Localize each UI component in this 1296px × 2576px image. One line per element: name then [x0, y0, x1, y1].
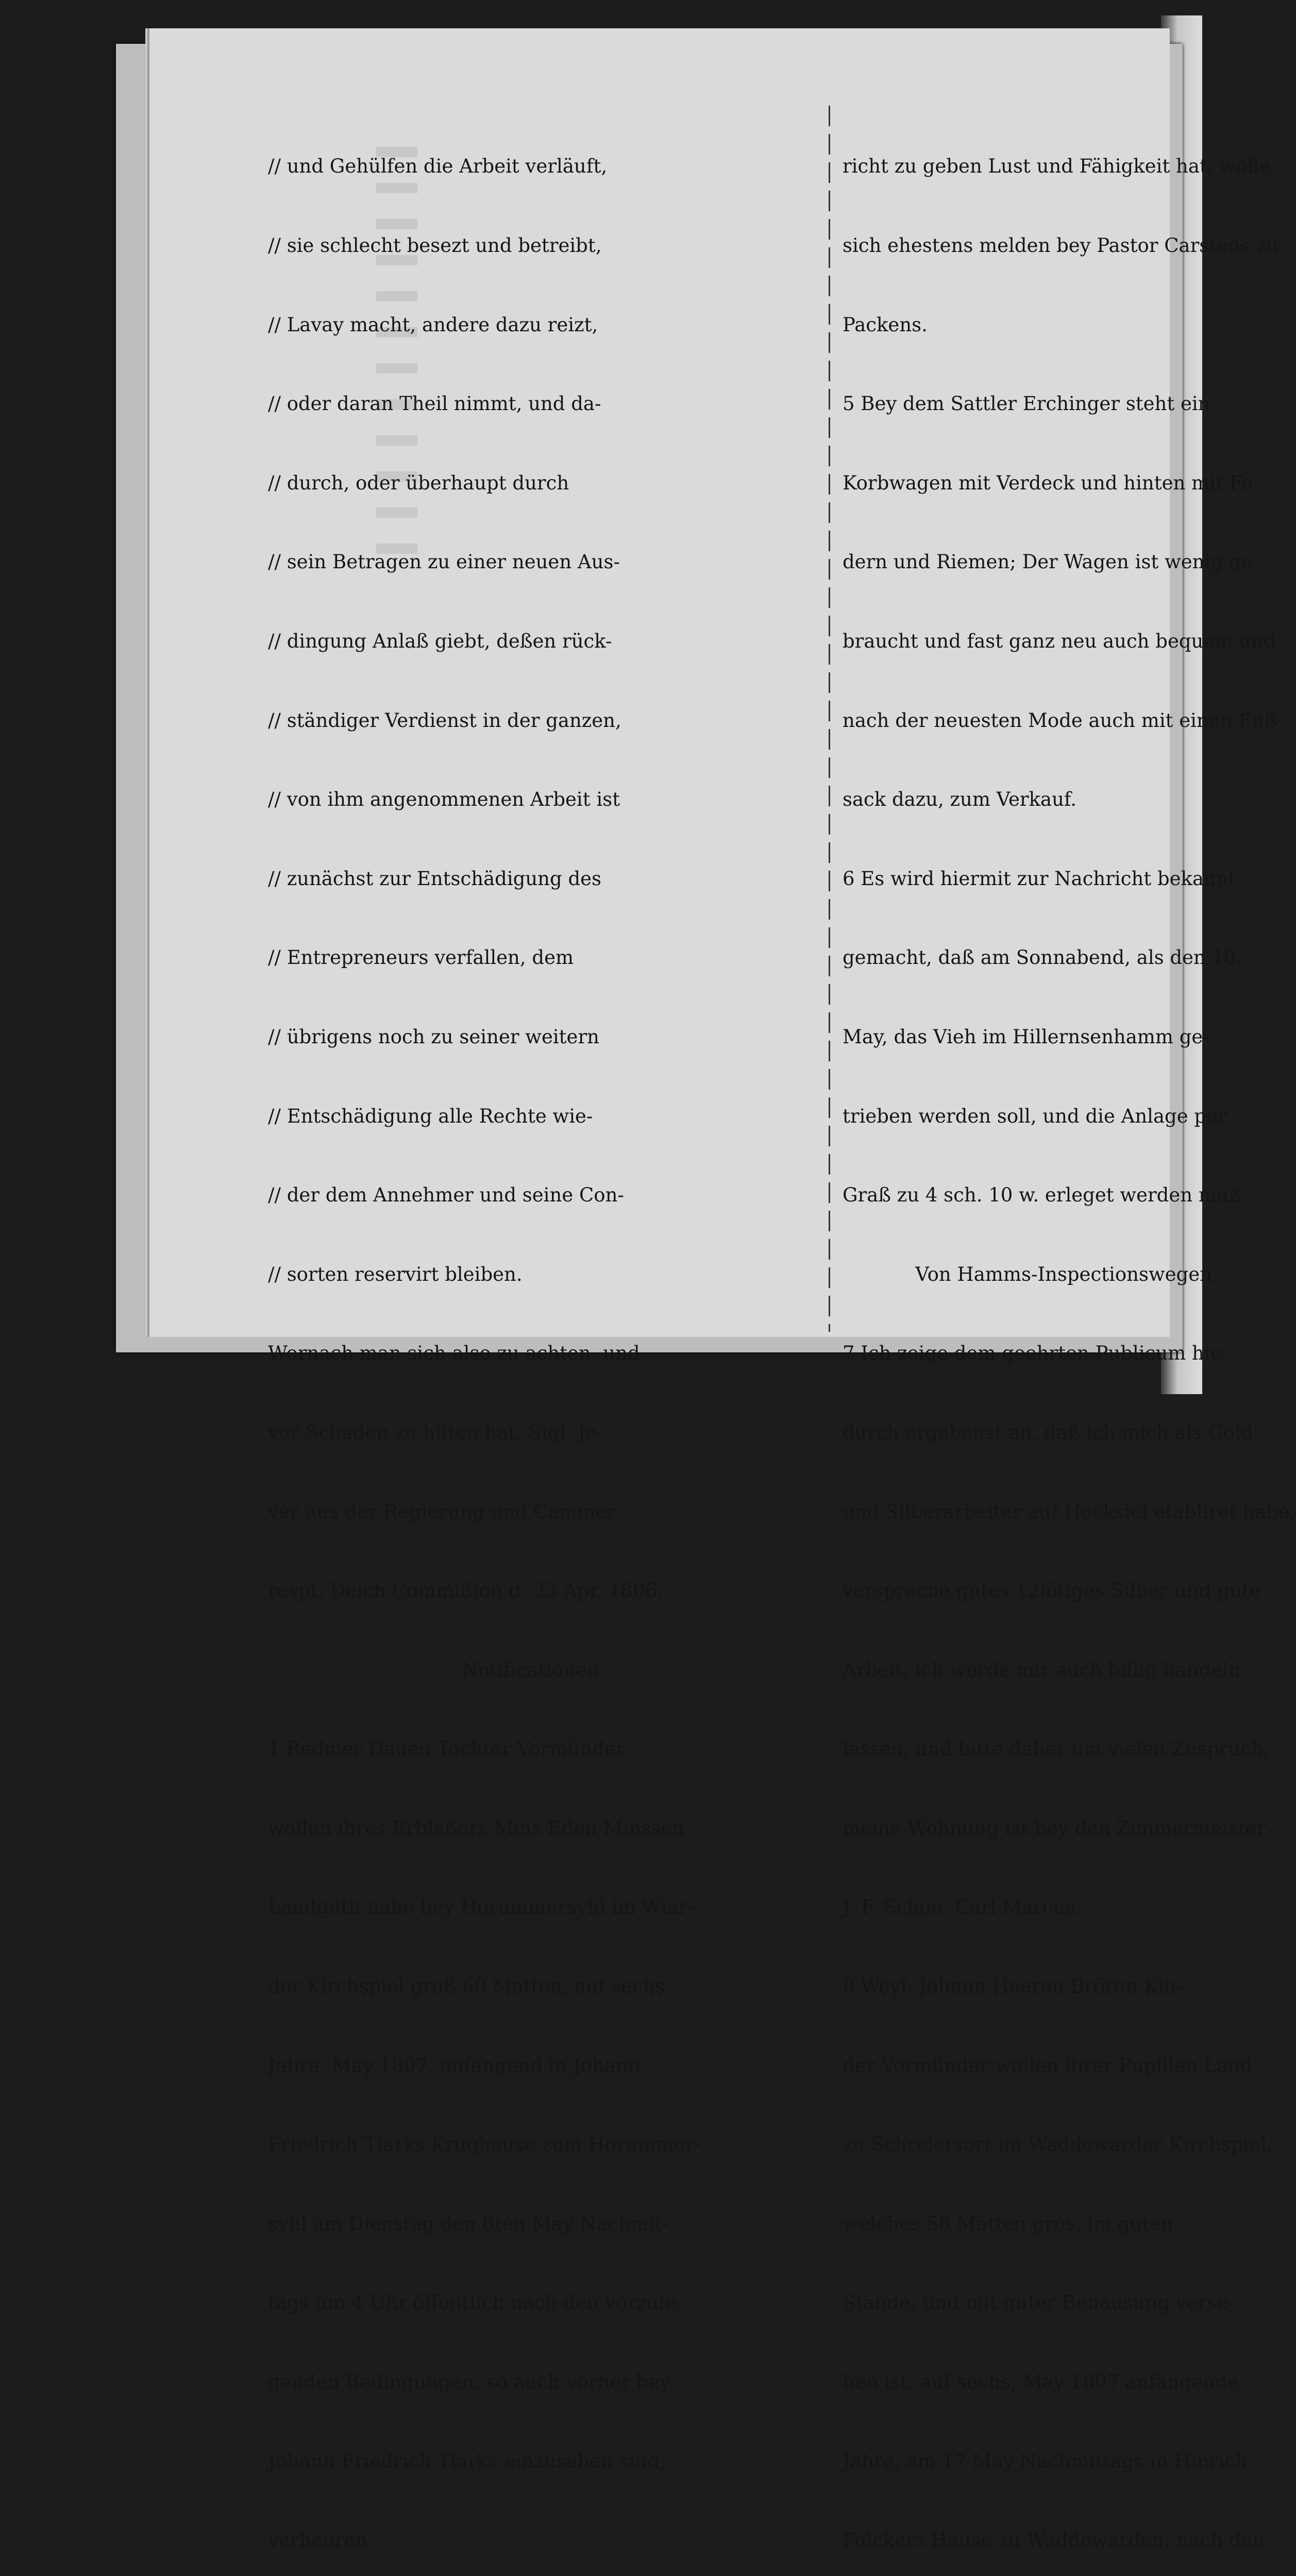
text-line: durch ergebenst an, daß ich mich als Gold-: [843, 1421, 1260, 1444]
text-line: Landguth nahe bey Horummersyhl im Wiar-: [268, 1896, 695, 1919]
text-line: May, das Vieh im Hillernsenhamm ge-: [843, 1025, 1209, 1048]
text-line: Stande, und mit guter Behausung verse-: [843, 2292, 1235, 2314]
text-line: // oder daran Theil nimmt, und da-: [268, 393, 601, 415]
text-line: Packens.: [843, 313, 928, 336]
text-line: // durch, oder überhaupt durch: [268, 471, 569, 494]
section-heading: Notificationen.: [461, 1658, 605, 1681]
text-line: verheuren.: [268, 2529, 374, 2552]
text-line: Friedrich Tiarks Krughause zum Horummer-: [268, 2133, 701, 2156]
text-line: // Entschädigung alle Rechte wie-: [268, 1105, 593, 1127]
text-line: Johann Friedrich Tiarks einzusehen sind,: [268, 2450, 666, 2472]
text-line: braucht und fast ganz neu auch bequem und: [843, 630, 1276, 652]
text-line: tags um 4 Uhr öffentlich nach den vorzule-: [268, 2292, 683, 2314]
text-line: 1 Redmer Dauen Tochter Vormünder: [268, 1738, 625, 1760]
text-line: Korbwagen mit Verdeck und hinten mit Fe-: [843, 471, 1259, 494]
text-line: Jahre, May 1807. anfangend in Johann: [268, 2054, 641, 2077]
text-line: 7 Ich zeige dem geehrten Publicum hie-: [843, 1342, 1228, 1365]
text-line: // zunächst zur Entschädigung des: [268, 867, 602, 890]
text-line: genden Bedingungen, so auch vorher bey: [268, 2371, 671, 2394]
signature-line: Von Hamms-Inspectionswegen.: [915, 1263, 1218, 1285]
text-line: Folckers Hause zu Waddewarden, nach den: [843, 2529, 1265, 2552]
text-line: // von ihm angenommenen Arbeit ist: [268, 788, 620, 811]
newspaper-page: [149, 28, 1296, 2552]
text-line: Wornach man sich also zu achten, und: [268, 1342, 640, 1365]
text-line: vor Schaden zu hüten hat. Sigl. Je-: [268, 1421, 603, 1444]
text-line: verspreche gutes 12lötiges Silber und gute: [843, 1580, 1261, 1602]
text-line: sack dazu, zum Verkauf.: [843, 788, 1077, 811]
text-line: wollen ihres Erblaßers Mins Eden Minssen: [268, 1817, 685, 1839]
text-line: dern und Riemen; Der Wagen ist wenig ge-: [843, 551, 1259, 573]
text-line: // ständiger Verdienst in der ganzen,: [268, 709, 621, 732]
text-line: 5 Bey dem Sattler Erchinger steht ein: [843, 393, 1210, 415]
text-line: zu Schreiersort im Waddewarder Kirchspiel,: [843, 2133, 1273, 2156]
text-line: // und Gehülfen die Arbeit verläuft,: [268, 155, 608, 178]
text-line: respt. Deich Commißion d. 23 Apr. 1806.: [268, 1580, 663, 1602]
right-text-column: [843, 100, 1296, 2576]
text-line: lassen, und bitte daher um vielen Zuspruch;: [843, 1738, 1270, 1760]
text-line: // sein Betragen zu einer neuen Aus-: [268, 551, 620, 573]
text-line: // übrigens noch zu seiner weitern: [268, 1025, 599, 1048]
text-line: hen ist, auf sechs, May 1807 anfangende: [843, 2371, 1239, 2394]
text-line: // der dem Annehmer und seine Con-: [268, 1184, 624, 1207]
text-line: trieben werden soll, und die Anlage per: [843, 1105, 1227, 1127]
text-line: sich ehestens melden bey Pastor Carstens zu: [843, 234, 1278, 257]
text-line: 6 Es wird hiermit zur Nachricht bekannt: [843, 867, 1236, 890]
column-divider: [829, 106, 830, 1332]
text-line: meine Wohnung ist bey den Zimmermeister: [843, 1817, 1266, 1839]
text-line: // Entrepreneurs verfallen, dem: [268, 946, 574, 969]
text-line: der Kirchspiel groß 60 Matten, auf sechs: [268, 1975, 665, 1998]
text-line: gemacht, daß am Sonnabend, als den 10.: [843, 946, 1242, 969]
text-line: // sorten reservirt bleiben.: [268, 1263, 523, 1285]
text-line: nach der neuesten Mode auch mit einen Fuß-: [843, 709, 1284, 732]
left-text-column: [268, 100, 799, 2576]
text-line: // Lavay macht, andere dazu reizt,: [268, 313, 598, 336]
text-line: // sie schlecht besezt und betreibt,: [268, 234, 602, 257]
text-line: richt zu geben Lust und Fähigkeit hat, wolle: [843, 155, 1271, 178]
text-line: 8 Weyl. Johann Heeren Brören Kin-: [843, 1975, 1183, 1998]
text-line: welches 58 Matten gros, im guten: [843, 2212, 1173, 2235]
text-line: Jahre, am 17 May Nachmittags in Hinrich: [843, 2450, 1248, 2472]
text-line: syhl am Dienstag den 6ten May Nachmit-: [268, 2212, 669, 2235]
text-line: // dingung Anlaß giebt, deßen rück-: [268, 630, 612, 652]
text-line: Arbeit, ich werde mir auch billig handeln: [843, 1658, 1241, 1681]
text-line: J. F. Schon. Carl Marcus.: [843, 1896, 1082, 1919]
text-line: der Vormünder wollen ihrer Pupillen Land: [843, 2054, 1253, 2077]
text-line: und Silberarbeiter auf Hocksiel etabliret habe,: [843, 1500, 1296, 1523]
text-line: ver aus der Regierung und Cammer: [268, 1500, 616, 1523]
text-line: Graß zu 4 sch. 10 w. erleget werden muß.: [843, 1184, 1248, 1207]
